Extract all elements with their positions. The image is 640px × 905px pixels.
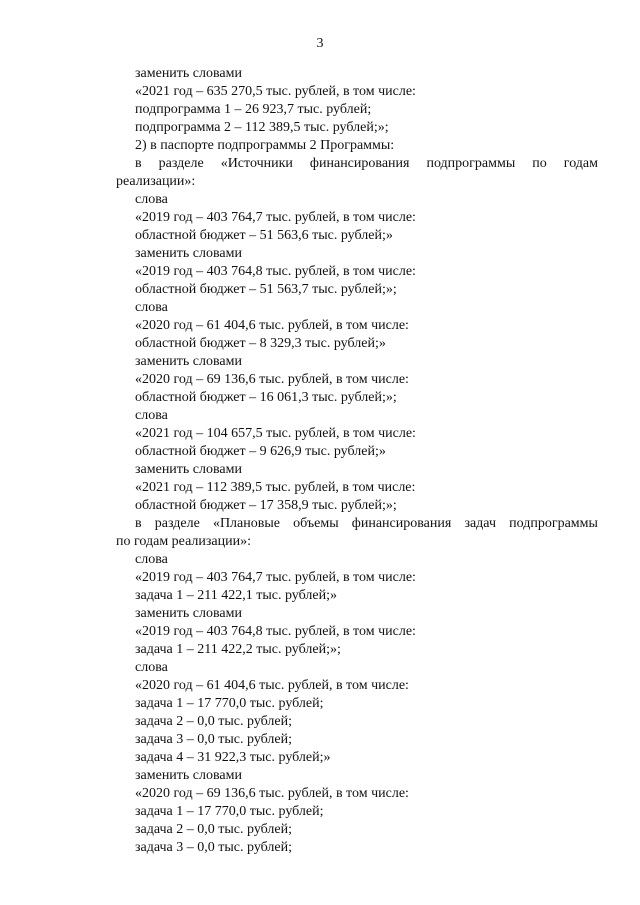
text-line: «2020 год – 61 404,6 тыс. рублей, в том числе: [135, 318, 409, 333]
text-line: заменить словами [135, 246, 242, 261]
text-line: областной бюджет – 51 563,7 тыс. рублей;»; [135, 282, 397, 297]
text-line: «2021 год – 635 270,5 тыс. рублей, в том числе: [135, 84, 416, 99]
word: в [135, 516, 142, 531]
text-line: 2) в паспорте подпрограммы 2 Программы: [135, 138, 395, 153]
text-line: областной бюджет – 8 329,3 тыс. рублей;» [135, 336, 386, 351]
text-line: подпрограмма 1 – 26 923,7 тыс. рублей; [135, 102, 372, 117]
text-line: слова [135, 552, 168, 567]
word: задач [464, 516, 496, 531]
word: подпрограммы [509, 516, 598, 531]
text-line: заменить словами [135, 606, 242, 621]
text-line: заменить словами [135, 462, 242, 477]
text-line: слова [135, 660, 168, 675]
page-number: 3 [316, 36, 324, 51]
word: по [532, 156, 547, 171]
text-line: «2021 год – 112 389,5 тыс. рублей, в том числе: [135, 480, 416, 495]
word: «Источники [220, 156, 293, 171]
word: финансирования [351, 516, 452, 531]
word: годам [563, 156, 598, 171]
text-line: задача 3 – 0,0 тыс. рублей; [135, 840, 293, 855]
word: в [135, 156, 142, 171]
text-line: «2020 год – 61 404,6 тыс. рублей, в том числе: [135, 678, 409, 693]
text-line: «2019 год – 403 764,8 тыс. рублей, в том числе: [135, 624, 416, 639]
text-line: задача 1 – 17 770,0 тыс. рублей; [135, 804, 324, 819]
text-line: задача 3 – 0,0 тыс. рублей; [135, 732, 293, 747]
text-line: «2020 год – 69 136,6 тыс. рублей, в том числе: [135, 786, 409, 801]
text-line: слова [135, 408, 168, 423]
text-line: «2019 год – 403 764,7 тыс. рублей, в том числе: [135, 570, 416, 585]
text-line: областной бюджет – 9 626,9 тыс. рублей;» [135, 444, 386, 459]
word: разделе [158, 156, 204, 171]
text-line: «2019 год – 403 764,7 тыс. рублей, в том числе: [135, 210, 416, 225]
text-line: задача 1 – 17 770,0 тыс. рублей; [135, 696, 324, 711]
text-line: слова [135, 192, 168, 207]
text-line: задача 1 – 211 422,1 тыс. рублей;» [135, 588, 337, 603]
text-line: «2021 год – 104 657,5 тыс. рублей, в том числе: [135, 426, 416, 441]
text-line: «2020 год – 69 136,6 тыс. рублей, в том числе: [135, 372, 409, 387]
text-line: заменить словами [135, 354, 242, 369]
text-line: слова [135, 300, 168, 315]
text-line: «2019 год – 403 764,8 тыс. рублей, в том числе: [135, 264, 416, 279]
text-line: задача 2 – 0,0 тыс. рублей; [135, 714, 293, 729]
text-line: областной бюджет – 51 563,6 тыс. рублей;» [135, 228, 393, 243]
justified-line-sources-heading [135, 155, 598, 172]
text-line: областной бюджет – 16 061,3 тыс. рублей;»; [135, 390, 397, 405]
word: финансирования [309, 156, 410, 171]
text-line: подпрограмма 2 – 112 389,5 тыс. рублей;»; [135, 120, 389, 135]
word: объемы [293, 516, 339, 531]
justified-line-plans-heading [135, 515, 598, 532]
text-line: заменить словами [135, 66, 242, 81]
text-line: задача 2 – 0,0 тыс. рублей; [135, 822, 293, 837]
text-line: заменить словами [135, 768, 242, 783]
word: «Плановые [212, 516, 280, 531]
text-line: задача 1 – 211 422,2 тыс. рублей;»; [135, 642, 341, 657]
text-line: задача 4 – 31 922,3 тыс. рублей;» [135, 750, 331, 765]
word: разделе [154, 516, 200, 531]
text-line: по годам реализации»: [116, 534, 251, 549]
text-line: областной бюджет – 17 358,9 тыс. рублей;»; [135, 498, 397, 513]
word: подпрограммы [426, 156, 516, 171]
text-line: реализации»: [116, 174, 196, 189]
